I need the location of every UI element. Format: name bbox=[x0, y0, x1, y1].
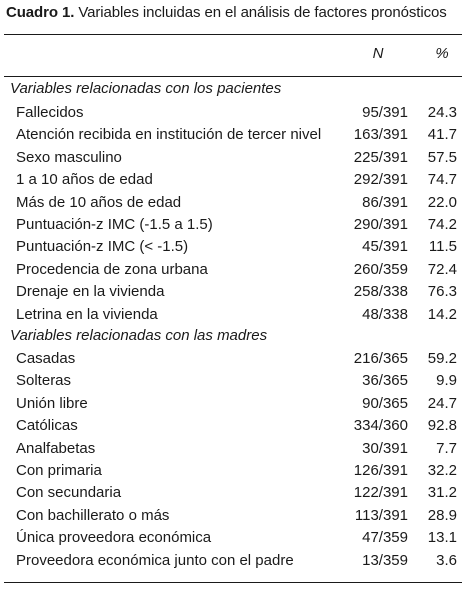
section-title: Variables relacionadas con las madres bbox=[10, 327, 268, 344]
caption-label: Cuadro 1. bbox=[6, 4, 75, 21]
caption-text: Variables incluidas en el análisis de factores pronósticos bbox=[74, 4, 447, 21]
row-percent-value: 3.6 bbox=[436, 552, 457, 569]
row-percent-value: 13.1 bbox=[427, 529, 457, 546]
row-label: Unión libre bbox=[16, 395, 88, 412]
row-n-value: 225/391 bbox=[353, 149, 408, 166]
row-label: Católicas bbox=[16, 417, 78, 434]
row-n-value: 45/391 bbox=[362, 238, 408, 255]
column-header-percent: % bbox=[435, 45, 449, 62]
row-n-value: 292/391 bbox=[353, 171, 408, 188]
row-n-value: 13/359 bbox=[362, 552, 408, 569]
table-row bbox=[0, 482, 467, 504]
table-row bbox=[0, 192, 467, 214]
row-n-value: 163/391 bbox=[353, 126, 408, 143]
table-row bbox=[0, 393, 467, 415]
row-percent-value: 32.2 bbox=[427, 462, 457, 479]
row-n-value: 95/391 bbox=[362, 104, 408, 121]
table-row bbox=[0, 460, 467, 482]
row-percent-value: 76.3 bbox=[427, 283, 457, 300]
row-n-value: 122/391 bbox=[353, 484, 408, 501]
row-percent-value: 92.8 bbox=[427, 417, 457, 434]
row-n-value: 260/359 bbox=[353, 261, 408, 278]
row-percent-value: 74.2 bbox=[427, 216, 457, 233]
row-percent-value: 11.5 bbox=[428, 238, 457, 255]
table-row bbox=[0, 505, 467, 527]
row-label: Casadas bbox=[16, 350, 76, 367]
row-label: Con primaria bbox=[16, 462, 102, 479]
row-label: Fallecidos bbox=[16, 104, 84, 121]
row-label: Única proveedora económica bbox=[16, 529, 212, 546]
row-n-value: 216/365 bbox=[353, 350, 408, 367]
row-percent-value: 9.9 bbox=[436, 372, 457, 389]
table-row bbox=[0, 124, 467, 146]
row-percent-value: 31.2 bbox=[427, 484, 457, 501]
row-label: Con bachillerato o más bbox=[16, 507, 170, 524]
row-percent-value: 22.0 bbox=[427, 194, 457, 211]
row-percent-value: 14.2 bbox=[427, 306, 457, 323]
table-row bbox=[0, 550, 467, 572]
table-row bbox=[0, 415, 467, 437]
row-label: Proveedora económica junto con el padre bbox=[16, 552, 294, 569]
row-percent-value: 41.7 bbox=[427, 126, 457, 143]
table-row bbox=[0, 259, 467, 281]
header-rule bbox=[4, 76, 462, 77]
row-label: Solteras bbox=[16, 372, 72, 389]
row-label: Analfabetas bbox=[16, 440, 96, 457]
table-row bbox=[0, 214, 467, 236]
row-percent-value: 59.2 bbox=[427, 350, 457, 367]
row-percent-value: 7.7 bbox=[436, 440, 457, 457]
row-n-value: 290/391 bbox=[353, 216, 408, 233]
row-percent-value: 74.7 bbox=[427, 171, 457, 188]
row-n-value: 30/391 bbox=[362, 440, 408, 457]
row-label: Drenaje en la vivienda bbox=[16, 283, 165, 300]
row-label: Puntuación-z IMC (-1.5 a 1.5) bbox=[16, 216, 213, 233]
row-label: 1 a 10 años de edad bbox=[16, 171, 153, 188]
table-row bbox=[0, 348, 467, 370]
row-percent-value: 24.3 bbox=[427, 104, 457, 121]
table-row bbox=[0, 169, 467, 191]
table-row bbox=[0, 281, 467, 303]
row-label: Letrina en la vivienda bbox=[16, 306, 158, 323]
table-row bbox=[0, 370, 467, 392]
row-percent-value: 57.5 bbox=[427, 149, 457, 166]
row-n-value: 86/391 bbox=[362, 194, 408, 211]
row-label: Atención recibida en institución de tercer nivel bbox=[16, 126, 322, 143]
row-n-value: 48/338 bbox=[362, 306, 408, 323]
table-row bbox=[0, 527, 467, 549]
row-label: Puntuación-z IMC (< -1.5) bbox=[16, 238, 189, 255]
row-percent-value: 24.7 bbox=[427, 395, 457, 412]
row-n-value: 47/359 bbox=[362, 529, 408, 546]
row-percent-value: 28.9 bbox=[427, 507, 457, 524]
row-label: Con secundaria bbox=[16, 484, 122, 501]
row-label: Sexo masculino bbox=[16, 149, 122, 166]
bottom-rule bbox=[4, 582, 462, 583]
table-caption bbox=[6, 3, 447, 23]
row-percent-value: 72.4 bbox=[427, 261, 457, 278]
column-header-n: N bbox=[372, 45, 384, 62]
row-n-value: 90/365 bbox=[362, 395, 408, 412]
row-n-value: 334/360 bbox=[353, 417, 408, 434]
row-label: Procedencia de zona urbana bbox=[16, 261, 208, 278]
row-n-value: 126/391 bbox=[353, 462, 408, 479]
table-row bbox=[0, 102, 467, 124]
table-row bbox=[0, 236, 467, 258]
row-label: Más de 10 años de edad bbox=[16, 194, 182, 211]
row-n-value: 36/365 bbox=[362, 372, 408, 389]
row-n-value: 113/391 bbox=[354, 507, 408, 524]
section-title: Variables relacionadas con los pacientes bbox=[10, 80, 282, 97]
table-row bbox=[0, 438, 467, 460]
table-row bbox=[0, 147, 467, 169]
top-rule bbox=[4, 34, 462, 35]
table-row bbox=[0, 304, 467, 326]
row-n-value: 258/338 bbox=[353, 283, 408, 300]
